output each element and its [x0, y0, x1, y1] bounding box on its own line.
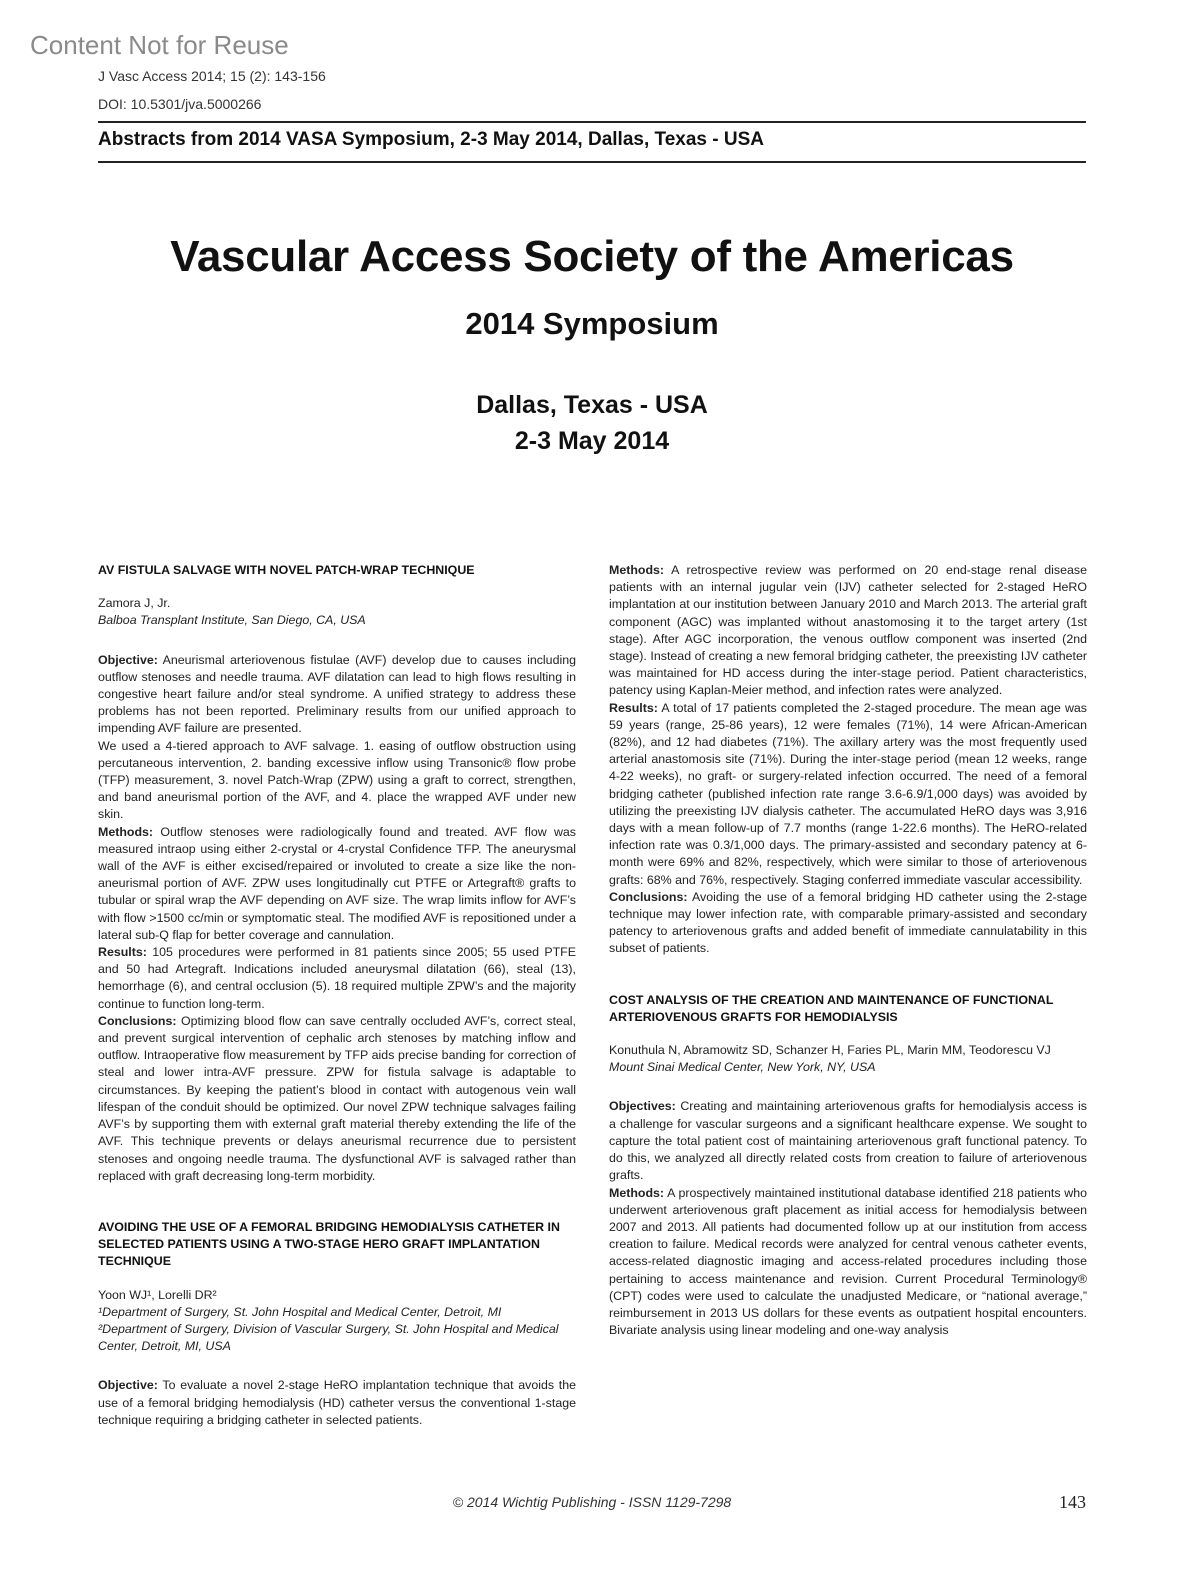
abstract-authors: Zamora J, Jr. [98, 596, 171, 611]
issue-heading: Abstracts from 2014 VASA Symposium, 2-3 May 2014, Dallas, Texas - USA [98, 129, 764, 150]
watermark: Content Not for Reuse [30, 30, 289, 60]
section-label: Conclusions: [609, 889, 688, 904]
abstract-affiliation: Balboa Transplant Institute, San Diego, CA, USA [98, 613, 366, 628]
section-text: Optimizing blood flow can save centrally occluded AVF’s, correct steal, and prevent surgical intervention of cephalic arch stenoses by matching inflow and outflow. Intraoperative flow measurement by TFP aids precise banding for correction of steal and lower intra-AVF pressure. ZPW for fistula salvage is adaptable to circumstances. By keeping the patient’s blood in contact with autogenous vein wall lifespan of the conduit should be optimized. Our novel ZPW technique salvages failing AVF’s by supporting them with external graft material thereby extending the life of the AVF. This technique prevents or delays aneurismal recurrence due to persistent stenoses and ongoing needle trauma. The dysfunctional AVF is salvaged rather than replaced with graft decreasing long-term morbidity. [98, 1013, 576, 1183]
abstract-conclusions [609, 889, 1087, 958]
section-label: Results: [98, 945, 147, 960]
abstract-title: AV FISTULA SALVAGE WITH NOVEL PATCH-WRAP TECHNIQUE [98, 563, 475, 577]
header-rule-top [98, 121, 1086, 123]
symposium-dates: 2-3 May 2014 [514, 427, 670, 455]
section-text: A total of 17 patients completed the 2-staged procedure. The mean age was 59 years (range, 25-86 years), 12 were females (71%), 14 were African-American (82%), and 12 had diabetes (71%). The axillary artery was the most frequently used arterial anastomosis site (71%). During the inter-stage period (mean 12 weeks, range 4-22 weeks), no graft- or surgery-related infection occurred. The need of a femoral bridging catheter (published infection rate range 3.6-6.9/1,000 days) was avoided by utilizing the preexisting IJV dialysis catheter. The accumulated HeRO days was 3,916 days with a mean follow-up of 7.7 months (range 1-22.6 months). The HeRO-related infection rate was 0.3/1,000 days. The primary-assisted and secondary patency at 6-month were 69% and 82%, respectively, which were similar to those of arteriovenous grafts: 68% and 76%, respectively. Staging conferred immediate vascular accessibility. [609, 700, 1087, 887]
section-text: 105 procedures were performed in 81 patients since 2005; 55 used PTFE and 50 had Artegraft. Indications included aneurysmal dilatation (66), steal (13), hemorrhage (6), and central occlusion (5). 18 required multiple ZPW’s and the majority continue to function long-term. [98, 945, 576, 1011]
abstract-approach: We used a 4-tiered approach to AVF salvage. 1. easing of outflow obstruction using percutaneous intervention, 2. banding excessive inflow using Transonic® flow probe (TFP) measurement, 3. novel Patch-Wrap (ZPW) using a graft to correct, strengthen, and band aneurismal portion of the AVF, and 4. place the wrapped AVF under new skin. [98, 738, 576, 822]
page-subtitle: 2014 Symposium [465, 306, 719, 341]
abstract-results [609, 700, 1087, 889]
page-title: Vascular Access Society of the Americas [170, 232, 1014, 281]
section-text: Aneurismal arteriovenous fistulae (AVF) develop due to causes including outflow stenoses and needle trauma. AVF dilatation can lead to high flows resulting in congestive heart failure and/or steal syndrome. A unified strategy to address these problems has not been reported. Preliminary results from our unified approach to impending AVF failure are presented. [98, 652, 576, 736]
section-text: Avoiding the use of a femoral bridging HD catheter using the 2-stage technique may lower infection rate, with comparable primary-assisted and secondary patency to arteriovenous grafts and added benefit of immediate cannulatability in this subset of patients. [609, 889, 1087, 956]
abstract-title: COST ANALYSIS OF THE CREATION AND MAINTENANCE OF FUNCTIONAL ARTERIOVENOUS GRAFTS FOR HEMODIALYSIS [609, 992, 1054, 1024]
section-text: To evaluate a novel 2-stage HeRO implantation technique that avoids the use of a femoral bridging hemodialysis (HD) catheter versus the conventional 1-stage technique requiring a bridging catheter in selected patients. [98, 1378, 576, 1427]
abstract-affiliation: ¹Department of Surgery, St. John Hospital and Medical Center, Detroit, MI [98, 1304, 502, 1319]
section-label: Objectives: [609, 1099, 676, 1114]
section-label: Methods: [609, 563, 665, 577]
abstract-objective [98, 1377, 576, 1429]
journal-citation: J Vasc Access 2014; 15 (2): 143-156 [98, 68, 326, 84]
section-label: Methods: [98, 824, 154, 839]
abstract-title: AVOIDING THE USE OF A FEMORAL BRIDGING HEMODIALYSIS CATHETER IN SELECTED PATIENTS USING A TWO-STAGE HERO GRAFT IMPLANTATION TECHNIQUE [98, 1219, 560, 1269]
section-label: Objective: [98, 652, 158, 667]
symposium-location: Dallas, Texas - USA [476, 391, 708, 419]
abstract-affiliation: Mount Sinai Medical Center, New York, NY, USA [609, 1060, 876, 1075]
abstract-conclusions [98, 1013, 576, 1185]
abstract-methods [609, 1185, 1087, 1340]
doi: DOI: 10.5301/jva.5000266 [98, 96, 262, 112]
section-text: Outflow stenoses were radiologically found and treated. AVF flow was measured intraop using either 2-crystal or 4-crystal Confidence TFP. The aneurysmal wall of the AVF is either excised/repaired or involuted to create a size like the non-aneurismal portion of AVF. ZPW uses longitudinally cut PTFE or Artegraft® grafts to tubular or spiral wrap the AVF depending on AVF size. The wrap limits inflow for AVF’s with flow >1500 cc/min or symptomatic steal. The modified AVF is repositioned under a lateral sub-Q flap for better coverage and cannulation. [98, 824, 576, 942]
left-column [98, 562, 576, 1429]
section-text: A retrospective review was performed on 20 end-stage renal disease patients with an internal jugular vein (IJV) catheter selected for 2-staged HeRO implantation at our institution between January 2010 and March 2013. The arterial graft component (AGC) was implanted without anastomosing it to the target artery (1st stage). After AGC incorporation, the venous outflow component was inserted (2nd stage). Instead of creating a new femoral bridging catheter, the preexisting IJV catheter was maintained for HD access during the inter-stage period. Patient characteristics, patency using Kaplan-Meier method, and infection rates were analyzed. [609, 563, 1087, 698]
page-footer: © 2014 Wichtig Publishing - ISSN 1129-7298 [452, 1494, 732, 1510]
section-text: A prospectively maintained institutional database identified 218 patients who underwent arteriovenous graft placement as initial access for hemodialysis between 2007 and 2013. All patients had documented follow up at our institution from access creation to failure. Medical records were analyzed for central venous catheter events, access-related diagnostic imaging and access-related procedures including those pertaining to access maintenance and revision. Current Procedural Terminology® (CPT) codes were used to calculate the unadjusted Medicare, or “national average,” reimbursement in 2013 US dollars for these events as outpatient hospital encounters. Bivariate analysis using linear modeling and one-way analysis [609, 1185, 1087, 1338]
abstract-authors: Yoon WJ¹, Lorelli DR² [98, 1287, 217, 1302]
page-number: 143 [1059, 1492, 1086, 1512]
section-text: Creating and maintaining arteriovenous grafts for hemodialysis access is a challenge for vascular surgeons and a significant healthcare expense. We sought to capture the total patient cost of maintaining arteriovenous graft functional patency. To do this, we analyzed all directly related costs from creation to failure of arteriovenous grafts. [609, 1099, 1087, 1183]
header-rule-bottom [98, 161, 1086, 163]
abstract-affiliation: ²Department of Surgery, Division of Vascular Surgery, St. John Hospital and Medical Center, Detroit, MI, USA [98, 1321, 559, 1354]
abstract-methods [98, 824, 576, 944]
abstract-authors: Konuthula N, Abramowitz SD, Schanzer H, Faries PL, Marin MM, Teodorescu VJ [609, 1043, 1051, 1058]
abstract-objective [98, 652, 576, 738]
section-label: Objective: [98, 1378, 158, 1393]
section-label: Methods: [609, 1185, 665, 1200]
right-column [609, 562, 1087, 1339]
section-label: Conclusions: [98, 1013, 177, 1028]
abstract-objectives [609, 1098, 1087, 1184]
abstract-methods [609, 562, 1087, 700]
abstract-results [98, 944, 576, 1013]
section-label: Results: [609, 700, 658, 715]
